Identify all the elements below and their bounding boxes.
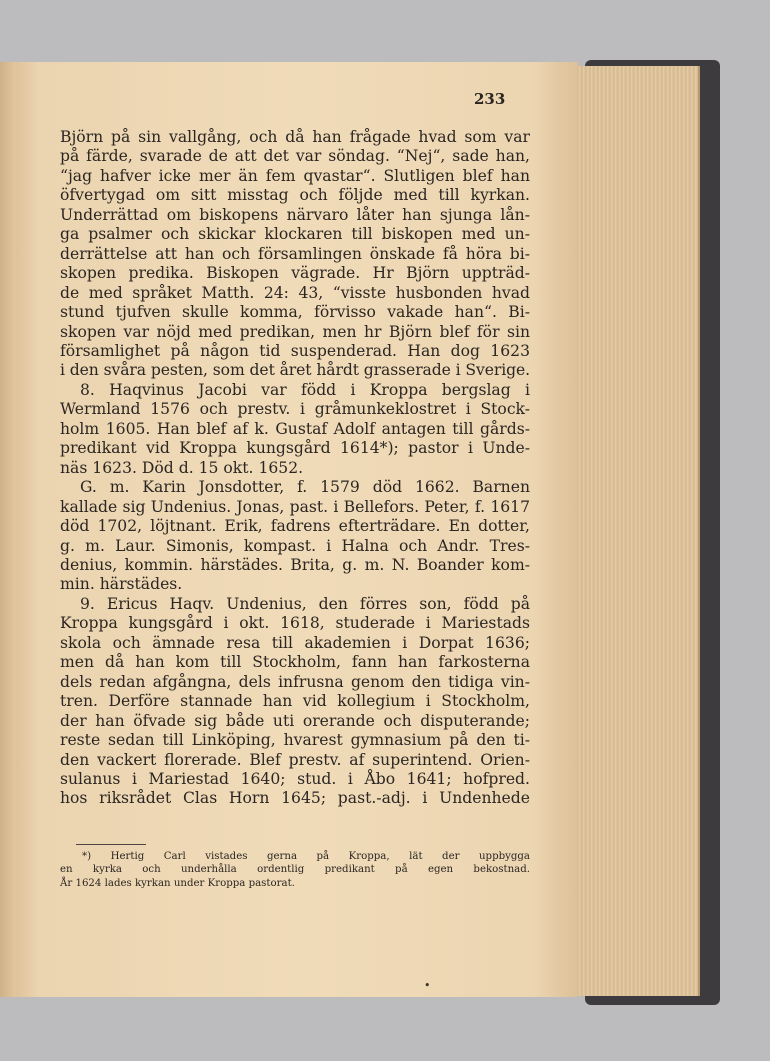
footnote-line: År 1624 lades kyrkan under Kroppa pastorat. <box>60 877 295 889</box>
text-line: 8. Haqvinus Jacobi var född i Kroppa bergslag i <box>80 380 530 399</box>
text-line: död 1702, löjtnant. Erik, fadrens efterträdare. En dotter, <box>60 517 530 536</box>
text-line: de med språket Matth. 24: 43, “visste husbonden hvad <box>60 283 530 302</box>
text-line: skopen predika. Biskopen vägrade. Hr Björn uppträd- <box>60 264 530 283</box>
text-line: g. m. Laur. Simonis, kompast. i Halna och Andr. Tres- <box>60 536 530 555</box>
text-line: dels redan afgångna, dels infrusna genom den tidiga vin- <box>60 672 530 691</box>
text-line: skopen var nöjd med predikan, men hr Björn blef för sin <box>60 322 530 341</box>
text-line: den vackert florerade. Blef prestv. af superintend. Orien- <box>60 750 530 769</box>
text-line: Björn på sin vallgång, och då han frågade hvad som var <box>60 128 530 146</box>
text-line: öfvertygad om sitt misstag och följde med till kyrkan. <box>60 186 530 205</box>
text-line: Wermland 1576 och prestv. i gråmunkeklostret i Stock- <box>60 400 530 419</box>
text-line: predikant vid Kroppa kungsgård 1614*); pastor i Unde- <box>60 439 530 458</box>
text-line: tren. Derföre stannade han vid kollegium i Stockholm, <box>60 692 530 711</box>
text-line: denius, kommin. härstädes. Brita, g. m. N. Boander kom- <box>60 555 530 574</box>
text-line: i den svåra pesten, som det året hårdt grasserade i Sverige. <box>60 361 530 380</box>
footnote <box>60 850 530 890</box>
text-line: “jag hafver icke mer än fem qvastar“. Slutligen blef han <box>60 166 530 185</box>
text-line: hos riksrådet Clas Horn 1645; past.-adj. i Undenhede <box>60 789 530 808</box>
bottom-mark: • <box>424 979 431 992</box>
text-line: skola och ämnade resa till akademien i Dorpat 1636; <box>60 633 530 652</box>
text-line: der han öfvade sig både uti orerande och disputerande; <box>60 711 530 730</box>
text-line: näs 1623. Död d. 15 okt. 1652. <box>60 458 304 477</box>
text-line: församlighet på någon tid suspenderad. Han dog 1623 <box>60 341 530 360</box>
text-line: derrättelse att han och församlingen önskade få höra bi- <box>60 244 530 263</box>
text-line: Kroppa kungsgård i okt. 1618, studerade i Mariestads <box>60 614 530 633</box>
text-line: min. härstädes. <box>60 575 183 594</box>
text-line: reste sedan till Linköping, hvarest gymnasium på den ti- <box>60 731 530 750</box>
text-line: G. m. Karin Jonsdotter, f. 1579 död 1662. Barnen <box>80 478 530 497</box>
footnote-line: *) Hertig Carl vistades gerna på Kroppa, lät der uppbygga <box>82 851 530 862</box>
text-line: Underrättad om biskopens närvaro låter han sjunga lån- <box>60 205 530 224</box>
footnote-line: en kyrka och underhålla ordentlig predikant på egen bekostnad. <box>60 864 530 876</box>
text-line: stund tjufven skulle komma, förvisso vakade han“. Bi- <box>60 303 530 322</box>
text-line: holm 1605. Han blef af k. Gustaf Adolf antagen till gårds- <box>60 419 530 438</box>
page-edges <box>576 66 700 996</box>
text-line: men då han kom till Stockholm, fann han farkosterna <box>60 653 530 672</box>
text-line: kallade sig Undenius. Jonas, past. i Bellefors. Peter, f. 1617 <box>60 497 530 516</box>
page-number: 233 <box>474 90 506 108</box>
page-body <box>60 128 530 809</box>
text-line: 9. Ericus Haqv. Undenius, den förres son, född på <box>80 594 530 613</box>
text-line: sulanus i Mariestad 1640; stud. i Åbo 1641; hofpred. <box>60 769 530 788</box>
book-page <box>16 62 578 997</box>
text-line: på färde, svarade de att det var söndag. “Nej“, sade han, <box>60 147 530 166</box>
footnote-divider <box>76 844 146 845</box>
text-line: ga psalmer och skickar klockaren till biskopen med un- <box>60 225 530 244</box>
